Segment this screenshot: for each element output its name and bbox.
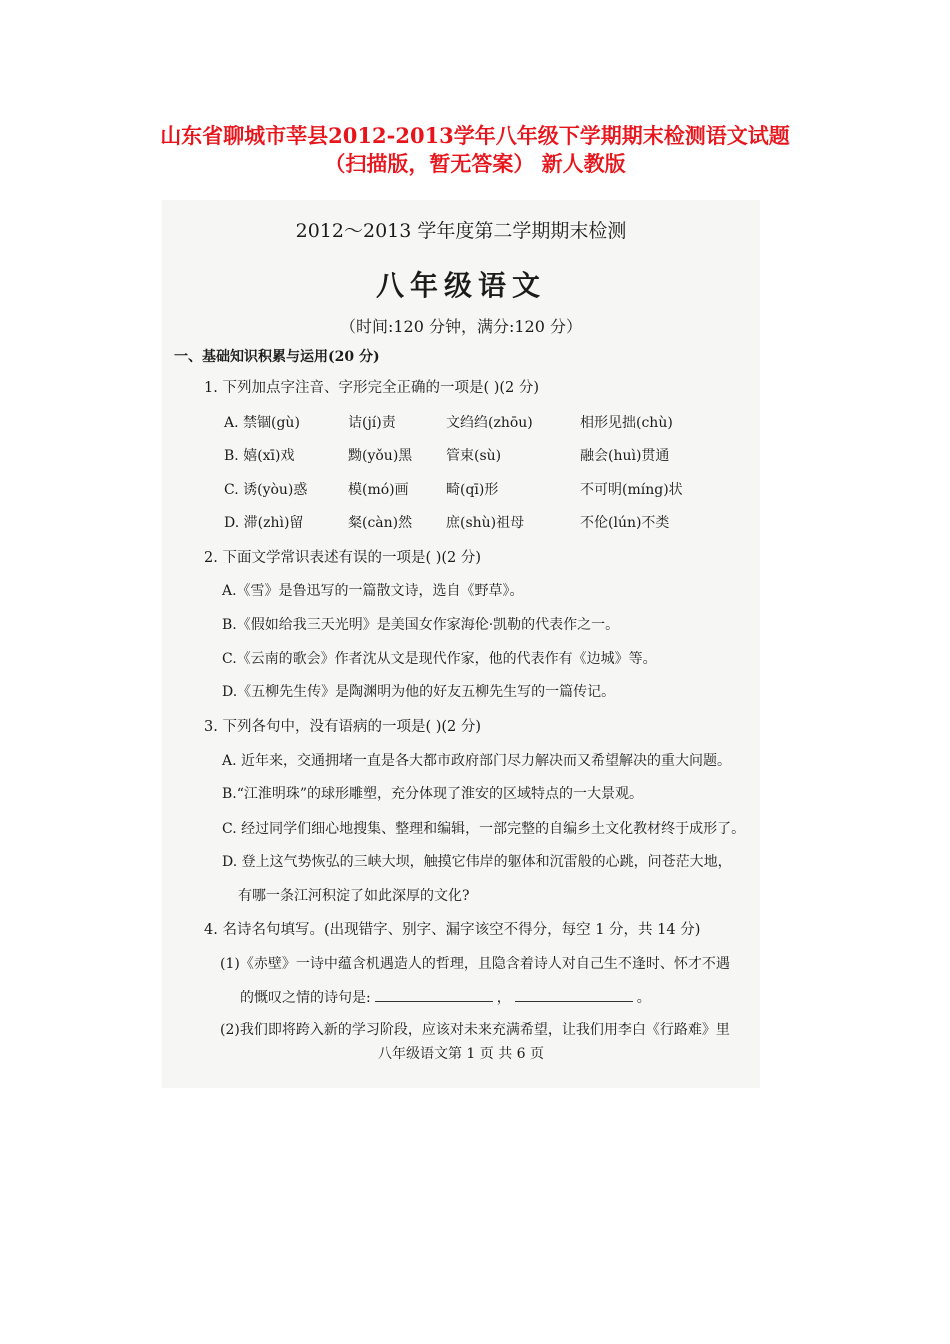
q1-option-c-4: 不可明(míng)状 — [580, 482, 683, 498]
scanned-exam-page — [162, 200, 760, 1088]
q4-item-1-prompt: 的慨叹之情的诗句是: — [240, 990, 371, 1006]
q2-option-c: C.《云南的歌会》作者沈从文是现代作家，他的代表作有《边城》等。 — [222, 651, 657, 667]
q3-option-c: C. 经过同学们细心地搜集、整理和编辑，一部完整的自编乡土文化教材终于成形了。 — [222, 821, 746, 837]
q4-item-1-separator: ， — [496, 990, 511, 1006]
q1-option-b-3: 管束(sù) — [446, 448, 502, 464]
exam-time-info: （时间:120 分钟，满分:120 分） — [339, 317, 583, 336]
q1-option-d-4: 不伦(lún)不类 — [580, 515, 670, 531]
q3-option-a: A. 近年来，交通拥堵一直是各大都市政府部门尽力解决而又希望解决的重大问题。 — [222, 753, 732, 769]
question-1: 1. 下列加点字注音、字形完全正确的一项是( )(2 分) — [204, 380, 540, 396]
q1-option-a-2: 诘(jí)责 — [348, 415, 396, 431]
document-title-line2: （扫描版，暂无答案） 新人教版 — [324, 151, 626, 176]
answer-blank-1[interactable] — [375, 989, 493, 1002]
q3-option-d-cont: 有哪一条江河积淀了如此深厚的文化? — [238, 888, 470, 904]
q1-option-d-1: D. 滞(zhì)留 — [224, 515, 304, 531]
document-title — [0, 122, 950, 178]
q1-option-a-1: A. 禁锢(gù) — [224, 415, 300, 431]
q1-option-a-4: 相形见拙(chù) — [580, 415, 673, 431]
q1-option-d-3: 庶(shù)祖母 — [446, 515, 525, 531]
q1-option-c-2: 模(mó)画 — [348, 482, 409, 498]
q1-option-b-4: 融会(huì)贯通 — [580, 448, 670, 464]
q1-option-a-3: 文绉绉(zhōu) — [446, 415, 533, 431]
q4-item-1-line2 — [240, 987, 651, 1007]
q1-option-c-3: 畸(qī)形 — [446, 482, 499, 498]
q4-item-2: (2)我们即将跨入新的学习阶段，应该对未来充满希望，让我们用李白《行路难》里 — [220, 1022, 730, 1038]
q3-option-b: B.“江淮明珠”的球形雕塑，充分体现了淮安的区域特点的一大景观。 — [222, 786, 644, 802]
question-4: 4. 名诗名句填写。(出现错字、别字、漏字该空不得分，每空 1 分，共 14 分) — [204, 922, 701, 938]
q1-option-c-1: C. 诱(yòu)惑 — [224, 482, 308, 498]
q2-option-a: A.《雪》是鲁迅写的一篇散文诗，选自《野草》。 — [222, 583, 524, 599]
q2-option-d: D.《五柳先生传》是陶渊明为他的好友五柳先生写的一篇传记。 — [222, 684, 616, 700]
answer-blank-2[interactable] — [515, 989, 633, 1002]
q4-item-1-line1: (1)《赤壁》一诗中蕴含机遇造人的哲理，且隐含着诗人对自己生不逢时、怀才不遇 — [220, 956, 730, 972]
exam-header: 2012～2013 学年度第二学期期末检测 — [295, 220, 627, 242]
q3-option-d: D. 登上这气势恢弘的三峡大坝，触摸它伟岸的躯体和沉雷般的心跳，问苍茫大地， — [222, 854, 732, 870]
q2-option-b: B.《假如给我三天光明》是美国女作家海伦·凯勒的代表作之一。 — [222, 617, 620, 633]
q1-option-b-2: 黝(yǒu)黑 — [348, 448, 413, 464]
exam-subject: 八年级语文 — [375, 269, 546, 302]
q1-option-d-2: 粲(càn)然 — [348, 515, 413, 531]
page-footer: 八年级语文第 1 页 共 6 页 — [377, 1046, 545, 1062]
q4-item-1-end: 。 — [636, 990, 651, 1006]
section-heading: 一、基础知识积累与运用(20 分) — [174, 349, 380, 365]
q1-option-b-1: B. 嬉(xī)戏 — [224, 448, 295, 464]
question-3: 3. 下列各句中，没有语病的一项是( )(2 分) — [204, 719, 482, 735]
question-2: 2. 下面文学常识表述有误的一项是( )(2 分) — [204, 550, 482, 566]
document-title-line1: 山东省聊城市莘县2012-2013学年八年级下学期期末检测语文试题 — [160, 123, 790, 148]
